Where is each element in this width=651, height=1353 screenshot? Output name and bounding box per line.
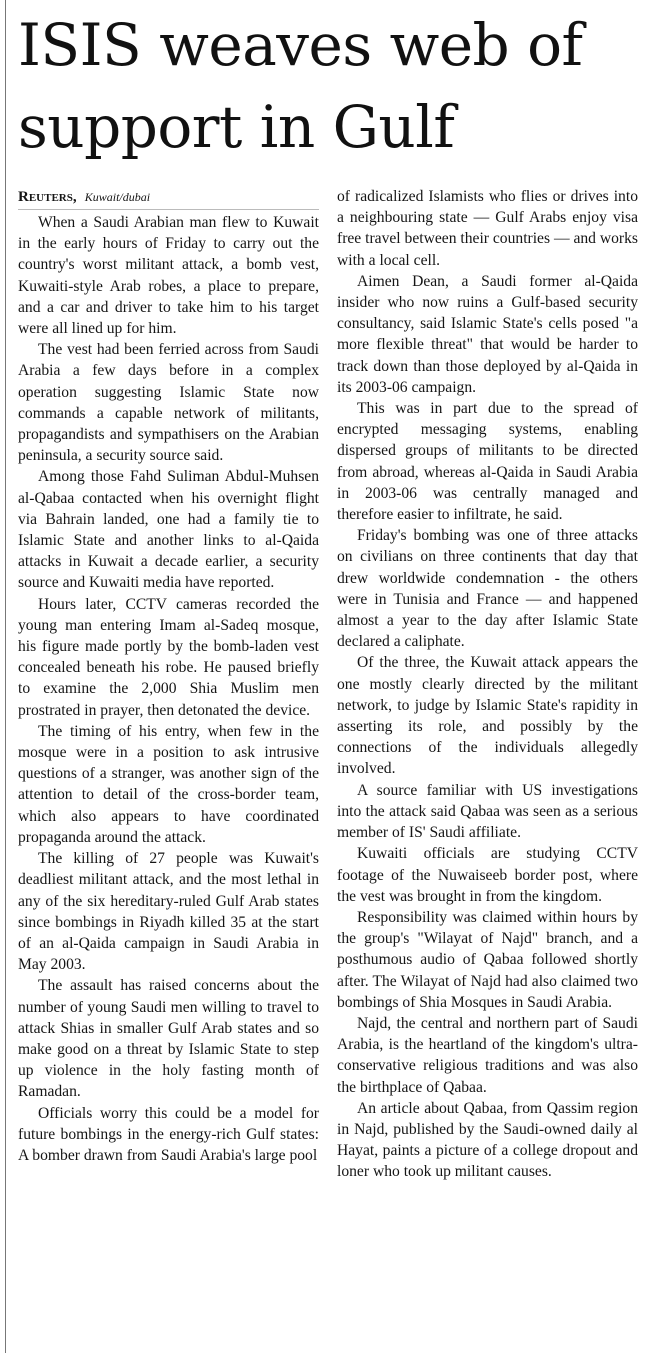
paragraph: When a Saudi Arabian man flew to Kuwait in the early hours of Friday to carry out the country's worst militant attack, a bomb vest, Kuwaiti-style Arab robes, a place to prepare, and a car and driver to take him to his target were all lined up for him. [18,214,319,338]
paragraph: The timing of his entry, when few in the mosque were in a position to ask intrusive questions of a stranger, was another sign of the attention to detail of the cross-border team, which also appears to have coordinated propaganda around the attack. [18,722,319,846]
paragraph: This was in part due to the spread of encrypted messaging systems, enabling dispersed groups of militants to be directed from abroad, whereas al-Qaida in Saudi Arabia in 2003-06 was centrally managed and therefore easier to infiltrate, he said. [337,400,638,524]
paragraph: Aimen Dean, a Saudi former al-Qaida insider who now ruins a Gulf-based security consultancy, said Islamic State's cells posed "a more flexible threat" that would be harder to track down than those deployed by al-Qaida in its 2003-06 campaign. [337,272,638,396]
byline [18,186,319,210]
paragraph: The assault has raised concerns about the number of young Saudi men willing to travel to attack Shias in smaller Gulf Arab states and so make good on a threat by Islamic State to step up violence in the holy fasting month of Ramadan. [18,977,319,1101]
headline-line-2: support in Gulf [18,93,455,161]
paragraph: Hours later, CCTV cameras recorded the young man entering Imam al-Sadeq mosque, his figure made portly by the bomb-laden vest concealed beneath his robe. He paused briefly to examine the 2,000 Shia Muslim men prostrated in prayer, then detonated the device. [18,595,319,719]
paragraph: Of the three, the Kuwait attack appears the one mostly clearly directed by the militant network, to judge by Islamic State's rapidity in asserting its role, and possibly by the connections of the individuals allegedly involved. [337,654,638,778]
paragraph: Responsibility was claimed within hours by the group's "Wilayat of Najd" branch, and a posthumous audio of Qabaa followed shortly after. The Wilayat of Najd had also claimed two bombings of Shia Mosques in Saudi Arabia. [337,908,638,1011]
column-2 [337,186,638,1183]
paragraph-continued: of radicalized Islamists who flies or drives into a neighbouring state — Gulf Arabs enjoy visa free travel between their countries — and works with a local cell. [337,188,638,269]
paragraph: Among those Fahd Suliman Abdul-Muhsen al-Qabaa contacted when his overnight flight via Bahrain landed, one had a family tie to Islamic State and another links to al-Qaida attacks in Kuwait a decade earlier, a security source and Kuwaiti media have reported. [18,468,319,592]
paragraph: The vest had been ferried across from Saudi Arabia a few days before in a complex operation suggesting Islamic State now commands a capable network of militants, propagandists and sympathisers on the Arabian peninsula, a security source said. [18,341,319,465]
headline [18,4,648,168]
paragraph: A source familiar with US investigations into the attack said Qabaa was seen as a serious member of IS' Saudi affiliate. [337,781,638,842]
paragraph: Najd, the central and northern part of Saudi Arabia, is the heartland of the kingdom's ultra-conservative religious traditions and was also the birthplace of Qabaa. [337,1014,638,1096]
paragraph: Kuwaiti officials are studying CCTV footage of the Nuwaiseeb border post, where the vest was brought in from the kingdom. [337,845,638,905]
paragraph: The killing of 27 people was Kuwait's deadliest militant attack, and the most lethal in any of the six hereditary-ruled Gulf Arab states since bombings in Riyadh killed 35 at the start of an al-Qaida campaign in Saudi Arabia in May 2003. [18,850,319,974]
column-rule [5,0,6,1353]
column-1 [18,186,319,1183]
headline-line-1: ISIS weaves web of [18,11,583,79]
byline-dateline: Kuwait/dubai [84,190,151,204]
article-body [18,186,638,1183]
paragraph: Officials worry this could be a model for future bombings in the energy-rich Gulf states: A bomber drawn from Saudi Arabia's large pool [18,1104,319,1164]
byline-agency: Reuters, [18,189,77,205]
paragraph: Friday's bombing was one of three attacks on civilians on three continents that day that drew worldwide condemnation - the others were in Tunisia and France — and happened almost a year to the day after Islamic State declared a caliphate. [337,527,638,651]
paragraph: An article about Qabaa, from Qassim region in Najd, published by the Saudi-owned daily al Hayat, paints a picture of a college dropout and loner who took up militant causes. [337,1099,638,1181]
